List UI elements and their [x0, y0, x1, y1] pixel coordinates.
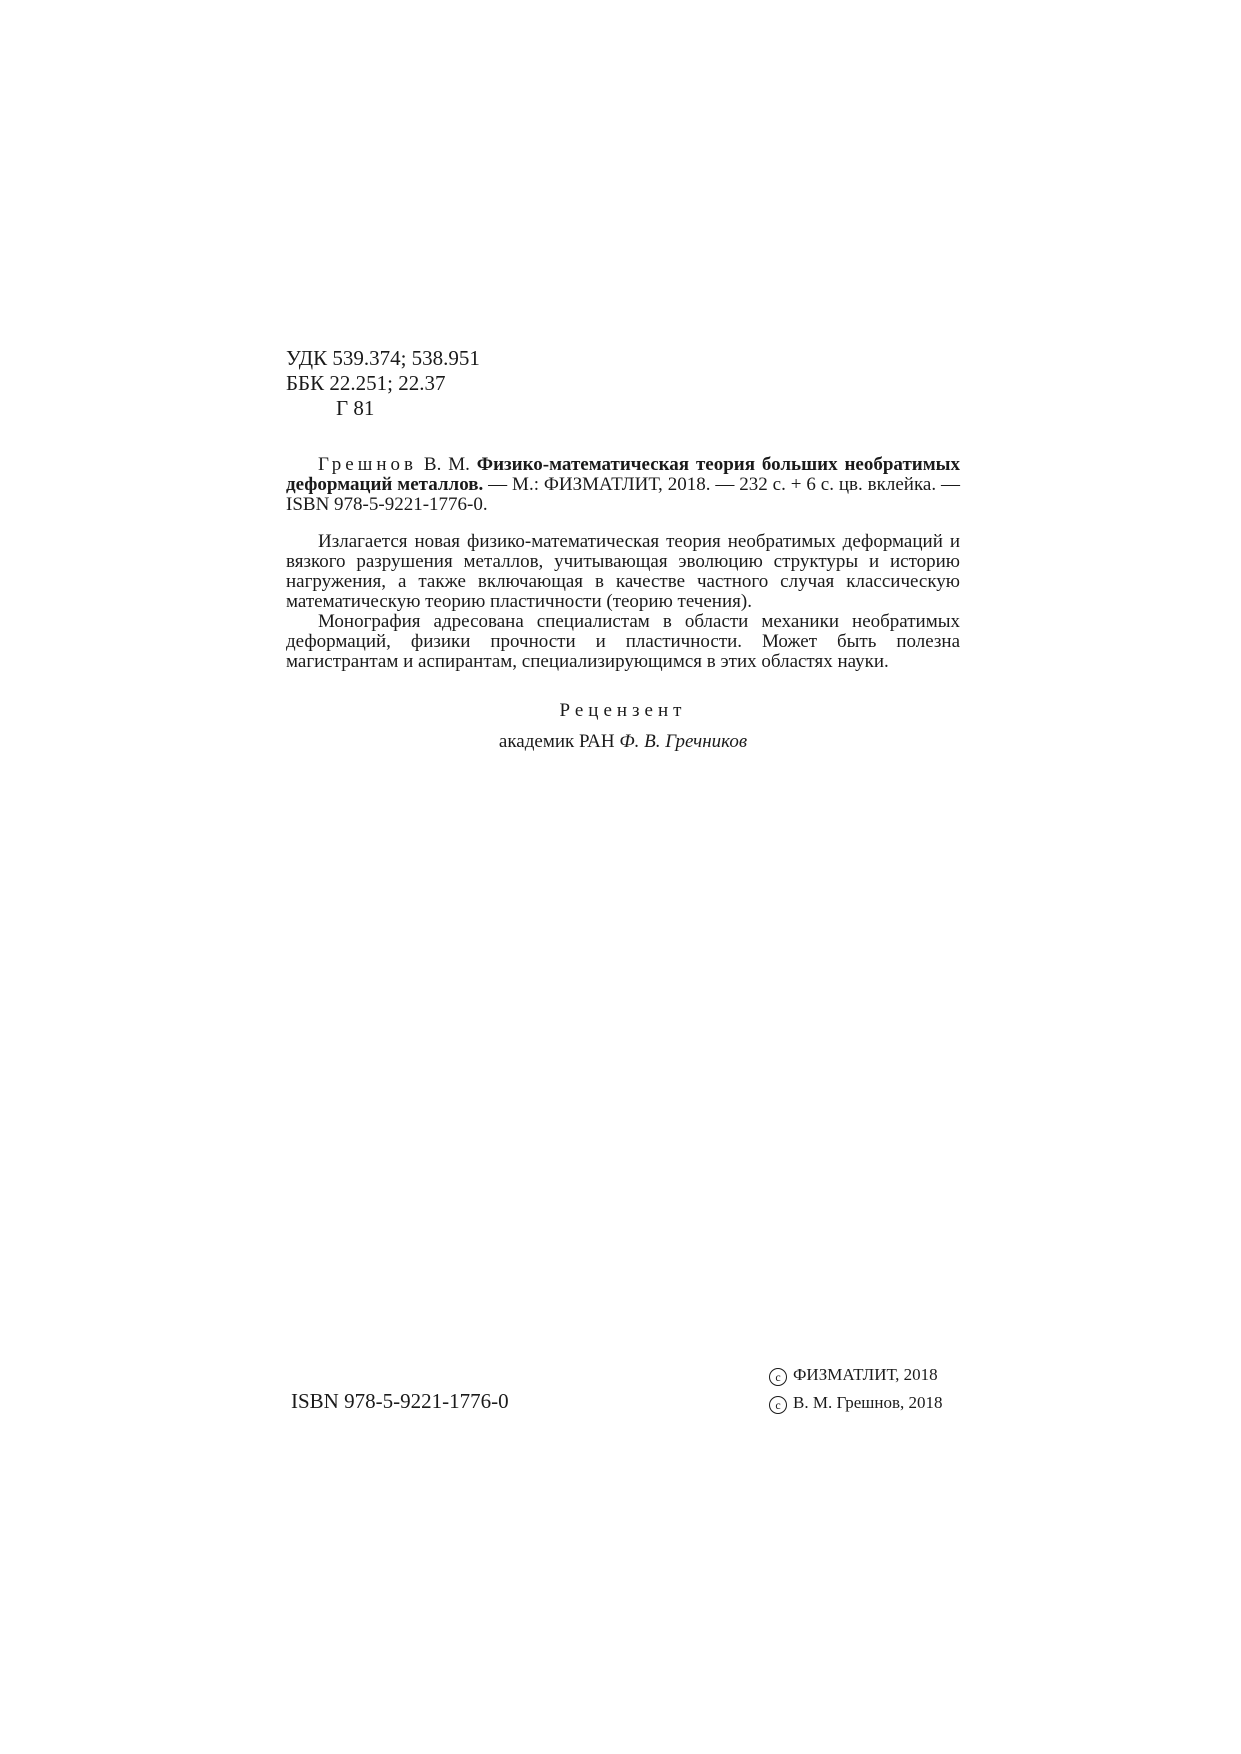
author-initials: В. М.: [423, 454, 470, 475]
copyright-author: [769, 1389, 942, 1417]
bibliographic-record: [286, 455, 960, 515]
reviewer-line: [286, 731, 960, 753]
copyright-publisher: [769, 1361, 942, 1389]
abstract: [286, 532, 960, 672]
publication-details: — М.: ФИЗМАТЛИТ, 2018. — 232 с. + 6 с. цв. вклейка. — ISBN 978-5-9221-1776-0.: [286, 474, 960, 515]
catalog-indices: [286, 346, 480, 421]
isbn-number: ISBN 978-5-9221-1776-0: [291, 1389, 509, 1413]
copyright-block: [769, 1361, 942, 1417]
copyright-publisher-text: ФИЗМАТЛИТ, 2018: [793, 1365, 938, 1384]
copyright-author-text: В. М. Грешнов, 2018: [793, 1393, 943, 1412]
bbk-code: ББК 22.251; 22.37: [286, 371, 446, 395]
reviewer-name: Ф. В. Гречников: [619, 731, 748, 752]
copyright-icon: c: [769, 1368, 787, 1386]
reviewer-title: академик РАН: [498, 731, 615, 752]
abstract-paragraph-1: Излагается новая физико-математическая теория необратимых деформаций и вязкого разрушения металлов, учитывающая эволюцию структуры и историю нагружения, а также включающая в качестве частного случая классическую математическую теорию пластичности (теорию течения).: [286, 531, 960, 612]
book-title: Физико-математическая теория больших необратимых деформаций металлов.: [286, 454, 960, 495]
udk-code: УДК 539.374; 538.951: [286, 346, 480, 370]
author-surname: Грешнов: [318, 454, 417, 475]
copyright-icon: c: [769, 1396, 787, 1414]
author-code: Г 81: [336, 396, 375, 420]
reviewer-heading: Рецензент: [559, 700, 687, 721]
abstract-paragraph-2: Монография адресована специалистам в области механики необратимых деформаций, физики прочности и пластичности. Может быть полезна магистрантам и аспирантам, специализирующимся в этих областях науки.: [286, 611, 960, 672]
